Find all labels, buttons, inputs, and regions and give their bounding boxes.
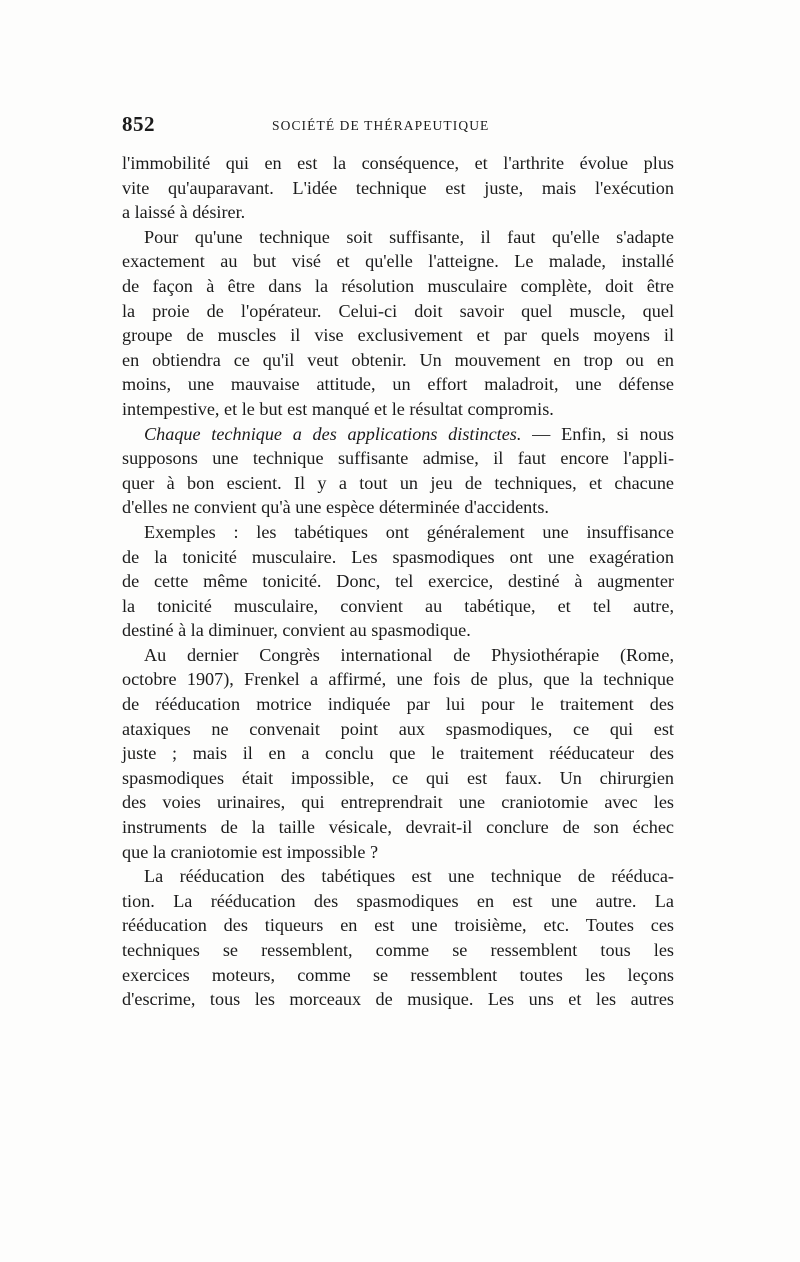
text-line: la proie de l'opérateur. Celui-ci doit savoir quel muscle, quel xyxy=(122,300,674,321)
text-line: de rééducation motrice indiquée par lui pour le traitement des xyxy=(122,694,674,715)
text-line: la tonicité musculaire, convient au tabétique, et tel autre, xyxy=(122,595,674,616)
text-line: rééducation des tiqueurs en est une troisième, etc. Toutes ces xyxy=(122,915,674,936)
body-text xyxy=(122,151,674,1012)
text-line: exercices moteurs, comme se ressemblent toutes les leçons xyxy=(122,964,674,985)
text-line: spasmodiques était impossible, ce qui est faux. Un chirurgien xyxy=(122,767,674,788)
text-line: tion. La rééducation des spasmodiques en est une autre. La xyxy=(122,890,674,911)
text-line: de cette même tonicité. Donc, tel exercice, destiné à augmenter xyxy=(122,571,674,592)
text-line: La rééducation des tabétiques est une technique de rééduca- xyxy=(144,866,674,887)
text-line: juste ; mais il en a conclu que le traitement rééducateur des xyxy=(122,743,674,764)
text-line: ataxiques ne convenait point aux spasmodiques, ce qui est xyxy=(122,718,674,739)
text-line: octobre 1907), Frenkel a affirmé, une fois de plus, que la technique xyxy=(122,669,674,690)
text-line: l'immobilité qui en est la conséquence, et l'arthrite évolue plus xyxy=(122,153,674,173)
text-line: en obtiendra ce qu'il veut obtenir. Un mouvement en trop ou en xyxy=(122,349,674,370)
italic-heading: Chaque technique a des applications distinctes. xyxy=(144,423,522,444)
text-line: moins, une mauvaise attitude, un effort maladroit, une défense xyxy=(122,374,674,395)
text-line: de façon à être dans la résolution musculaire complète, doit être xyxy=(122,275,674,296)
text-line: techniques se ressemblent, comme se ressemblent tous les xyxy=(122,940,674,960)
text-line: d'elles ne convient qu'à une espèce déterminée d'accidents. xyxy=(122,497,549,518)
text-line: intempestive, et le but est manqué et le résultat compromis. xyxy=(122,398,554,419)
text-line: quer à bon escient. Il y a tout un jeu de techniques, et chacune xyxy=(122,472,674,493)
text-line-rest: — Enfin, si nous xyxy=(532,423,674,444)
text-line: groupe de muscles il vise exclusivement et par quels moyens il xyxy=(122,325,674,346)
text-line: des voies urinaires, qui entreprendrait une craniotomie avec les xyxy=(122,792,674,813)
text-line: d'escrime, tous les morceaux de musique. Les uns et les autres xyxy=(122,989,674,1010)
text-line: a laissé à désirer. xyxy=(122,202,246,223)
text-line: Pour qu'une technique soit suffisante, il faut qu'elle s'adapte xyxy=(144,226,674,247)
running-title: SOCIÉTÉ DE THÉRAPEUTIQUE xyxy=(272,118,490,133)
text-line: Au dernier Congrès international de Physiothérapie (Rome, xyxy=(144,644,674,665)
text-line: instruments de la taille vésicale, devrait-il conclure de son échec xyxy=(122,817,674,838)
text-line: destiné à la diminuer, convient au spasmodique. xyxy=(122,620,471,641)
page-header xyxy=(122,112,682,142)
text-line: de la tonicité musculaire. Les spasmodiques ont une exagération xyxy=(122,546,674,567)
page-number: 852 xyxy=(122,112,155,136)
text-line: que la craniotomie est impossible ? xyxy=(122,841,379,862)
text-line: vite qu'auparavant. L'idée technique est juste, mais l'exécution xyxy=(122,177,674,198)
text-line-with-heading xyxy=(122,422,674,447)
text-line: exactement au but visé et qu'elle l'atteigne. Le malade, installé xyxy=(122,251,674,272)
text-line: Exemples : les tabétiques ont généralement une insuffisance xyxy=(144,521,674,542)
text-line: supposons une technique suffisante admise, il faut encore l'appli- xyxy=(122,448,674,469)
